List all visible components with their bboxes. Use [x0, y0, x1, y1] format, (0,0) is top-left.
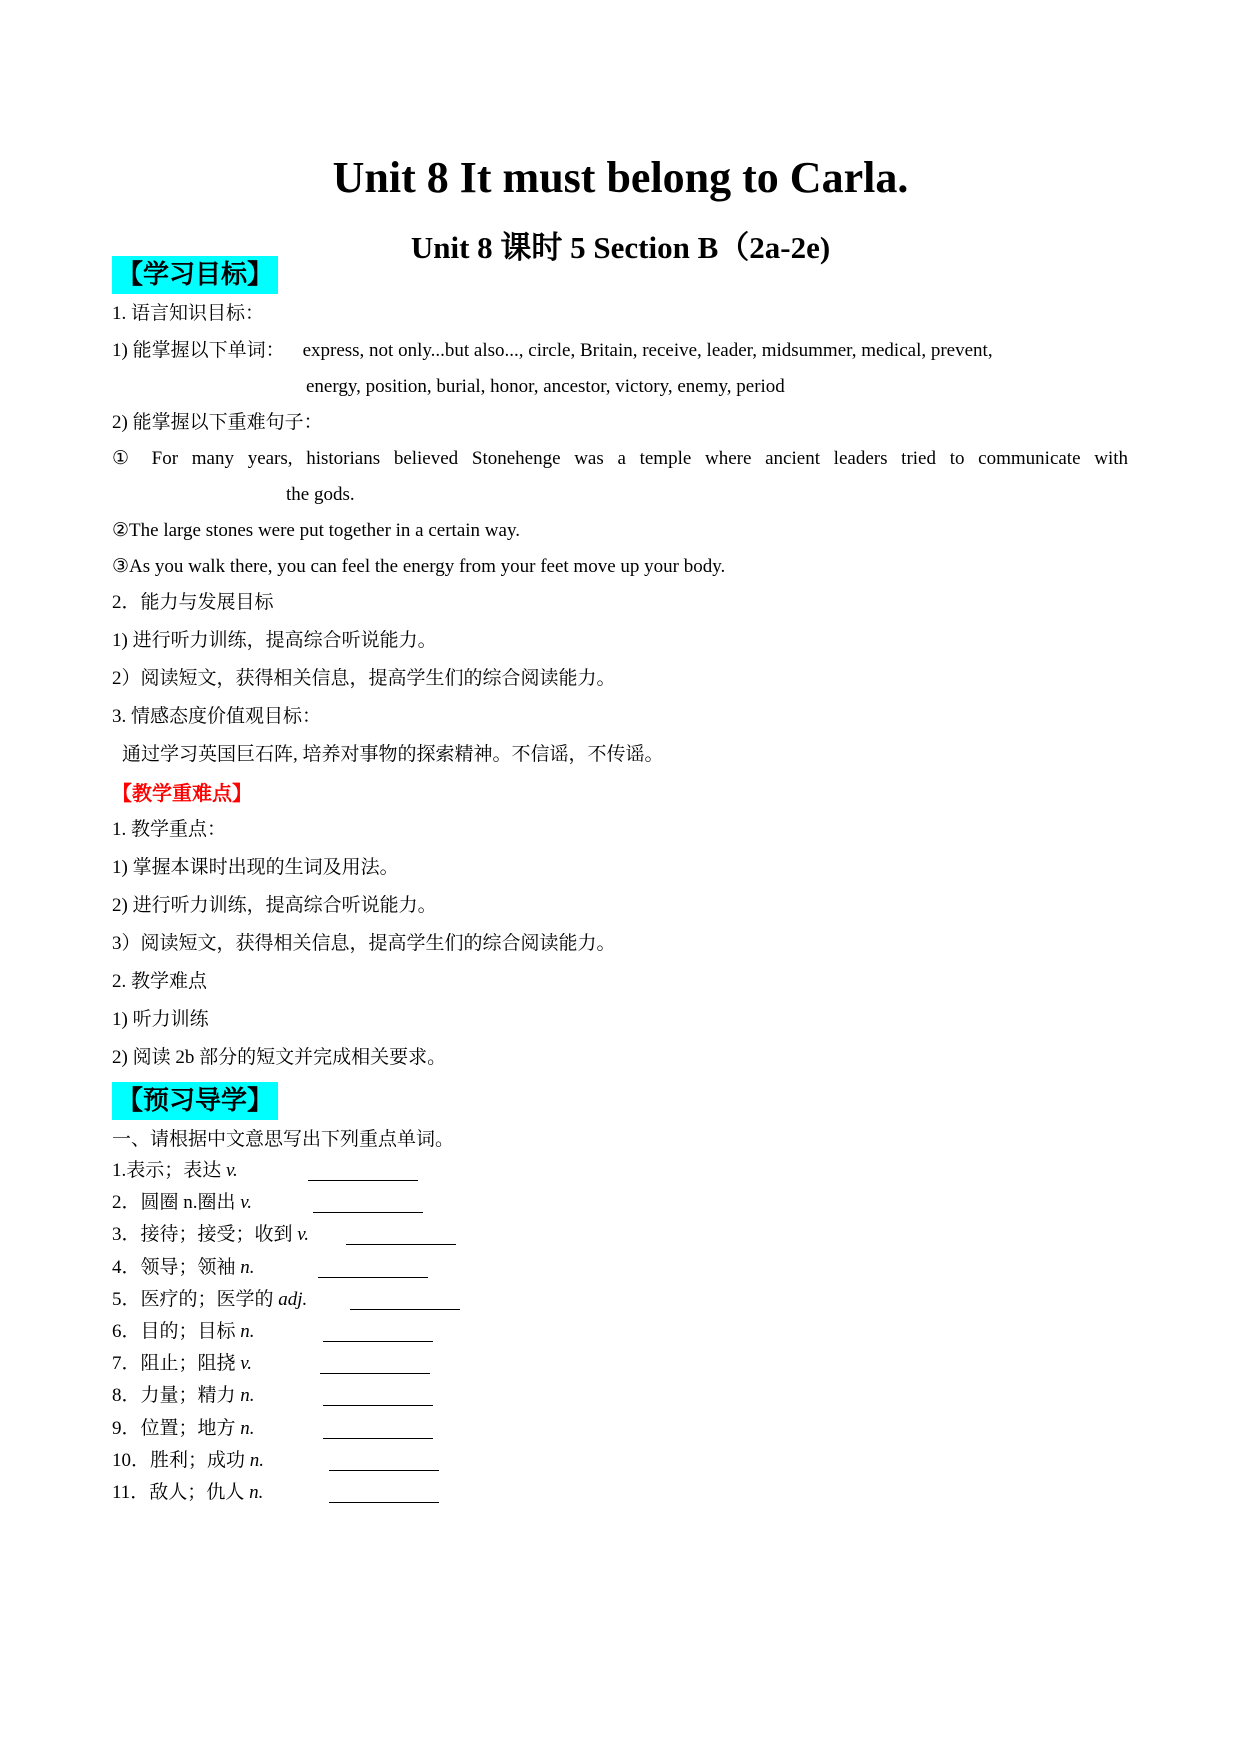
vocab-item-number: 4． [112, 1256, 141, 1278]
vocab-item-number: 2． [112, 1192, 141, 1214]
vocab-item-meaning: 接待；接受；收到 [140, 1224, 293, 1246]
goals-vocab-words: express, not only...but also..., circle, Britain, receive, leader, midsummer, medical, prevent, [302, 340, 993, 361]
vocab-item-number: 11． [112, 1482, 150, 1503]
document-title: Unit 8 It must belong to Carla. [332, 153, 909, 202]
goals-sentence-1-cont: the gods. [286, 484, 355, 505]
vocab-item-pos: n. [240, 1321, 255, 1342]
vocab-item-meaning: 力量；精力 [140, 1385, 236, 1407]
section-heading-goals: 【学习目标】 [112, 256, 278, 294]
answer-blank[interactable] [329, 1450, 439, 1471]
vocab-item [112, 1190, 252, 1216]
goals-vocab-label-text: 1) 能掌握以下单词： [112, 340, 285, 361]
vocab-item [112, 1287, 307, 1313]
vocab-item [112, 1255, 255, 1281]
vocab-item [112, 1222, 309, 1248]
vocab-item-meaning: 目的；目标 [140, 1321, 236, 1342]
vocab-item-number: 3． [112, 1224, 141, 1246]
key-points-line-1: 1. 教学重点： [112, 819, 227, 840]
goals-line-8: 通过学习英国巨石阵, 培养对事物的探索精神。不信谣，不传谣。 [122, 744, 664, 765]
vocab-item-number: 1. [112, 1160, 127, 1181]
vocab-item [112, 1480, 263, 1506]
goals-vocab-label [112, 337, 993, 365]
key-points-line-6: 1) 听力训练 [112, 1009, 209, 1030]
vocab-item [112, 1319, 255, 1345]
vocab-item [112, 1416, 255, 1442]
answer-blank[interactable] [308, 1160, 418, 1181]
document-subtitle: Unit 8 课时 5 Section B（2a-2e) [410, 230, 831, 265]
key-points-line-2: 1) 掌握本课时出现的生词及用法。 [112, 857, 399, 878]
vocab-item-number: 7． [112, 1353, 141, 1375]
vocab-item-pos: v. [240, 1353, 253, 1375]
vocab-item-pos: n. [249, 1449, 265, 1471]
vocab-item-number: 6． [112, 1321, 141, 1342]
goals-sentence-2: ②The large stones were put together in a certain way. [112, 520, 520, 541]
answer-blank[interactable] [350, 1289, 460, 1310]
vocab-item-pos: adj. [278, 1288, 308, 1310]
goals-sentence-1: ① For many years, historians believed Stonehenge was a temple where ancient leaders tried to communicate with [112, 448, 1128, 469]
goals-line-4: 2．能力与发展目标 [112, 592, 274, 613]
vocab-item-pos: n. [249, 1482, 264, 1503]
vocab-item-number: 5． [112, 1288, 141, 1310]
vocab-item-pos: n. [240, 1417, 255, 1439]
goals-line-1: 1. 语言知识目标： [112, 303, 265, 324]
vocab-item-meaning: 胜利；成功 [150, 1449, 246, 1471]
vocab-item-meaning: 位置；地方 [140, 1417, 236, 1439]
answer-blank[interactable] [323, 1418, 433, 1439]
vocab-item-pos: v. [297, 1224, 310, 1246]
goals-line-3: 2) 能掌握以下重难句子： [112, 412, 323, 433]
answer-blank[interactable] [320, 1353, 430, 1374]
answer-blank[interactable] [323, 1385, 433, 1406]
goals-line-6: 2）阅读短文，获得相关信息，提高学生们的综合阅读能力。 [112, 668, 616, 689]
answer-blank[interactable] [318, 1257, 428, 1278]
answer-blank[interactable] [313, 1192, 423, 1213]
vocab-item-number: 8． [112, 1385, 141, 1407]
vocab-item-pos: n. [240, 1385, 255, 1407]
vocab-item-meaning: 领导；领袖 [140, 1256, 236, 1278]
goals-line-5: 1) 进行听力训练，提高综合听说能力。 [112, 630, 437, 651]
vocab-item [112, 1383, 255, 1409]
vocab-item-number: 10． [112, 1449, 151, 1471]
vocab-item [112, 1448, 264, 1474]
answer-blank[interactable] [329, 1482, 439, 1503]
vocab-item [112, 1158, 238, 1184]
section-heading-key-points: 【教学重难点】 [112, 781, 252, 805]
preview-instruction: 一、请根据中文意思写出下列重点单词。 [112, 1129, 455, 1150]
key-points-line-3: 2) 进行听力训练，提高综合听说能力。 [112, 895, 437, 916]
answer-blank[interactable] [323, 1321, 433, 1342]
vocab-item-meaning: 医疗的；医学的 [140, 1288, 274, 1310]
vocab-item-number: 9． [112, 1417, 141, 1439]
goals-vocab-words-cont: energy, position, burial, honor, ancestor, victory, enemy, period [306, 376, 785, 397]
key-points-line-4: 3）阅读短文，获得相关信息，提高学生们的综合阅读能力。 [112, 933, 616, 954]
goals-line-7: 3. 情感态度价值观目标： [112, 706, 322, 727]
vocab-item-pos: v. [240, 1192, 253, 1214]
vocab-item [112, 1351, 252, 1377]
vocab-item-pos: v. [226, 1160, 238, 1181]
vocab-item-meaning: 敌人；仇人 [149, 1482, 245, 1503]
key-points-line-5: 2. 教学难点 [112, 971, 208, 992]
goals-sentence-3: ③As you walk there, you can feel the energy from your feet move up your body. [112, 556, 726, 577]
vocab-item-pos: n. [240, 1256, 255, 1278]
vocab-item-meaning: 阻止；阻挠 [140, 1353, 236, 1375]
vocab-item-meaning: 表示；表达 [126, 1160, 222, 1181]
vocab-item-meaning: 圆圈 n.圈出 [140, 1192, 236, 1214]
answer-blank[interactable] [346, 1224, 456, 1245]
key-points-line-7: 2) 阅读 2b 部分的短文并完成相关要求。 [112, 1047, 447, 1068]
section-heading-preview: 【预习导学】 [112, 1082, 278, 1120]
